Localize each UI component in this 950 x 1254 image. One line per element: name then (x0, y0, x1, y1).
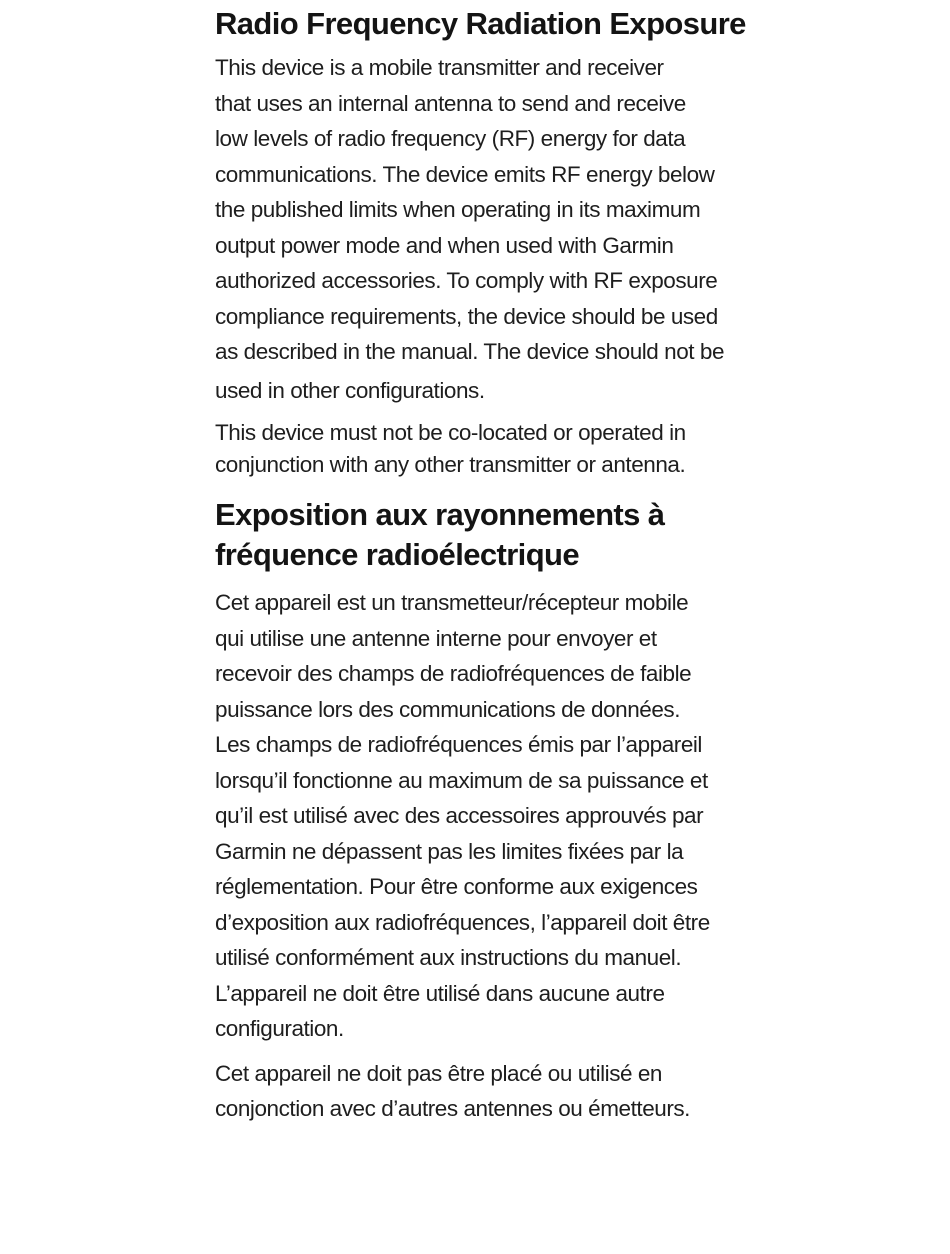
text-line: authorized accessories. To comply with RF exposure (215, 268, 718, 293)
paragraph-colocation-french (215, 1056, 795, 1127)
text-line: communications. The device emits RF energy below (215, 161, 715, 187)
text-line: This device is a mobile transmitter and receiver (215, 55, 664, 80)
paragraph-rf-exposure-french (215, 585, 795, 1047)
text-line: puissance lors des communications de données. (215, 696, 681, 722)
section-heading-english: Radio Frequency Radiation Exposure (215, 6, 746, 41)
text-line: This device must not be co-located or operated in (215, 420, 686, 445)
document-page (215, 0, 795, 1127)
text-line: the published limits when operating in its maximum (215, 197, 701, 222)
text-line: Cet appareil est un transmetteur/récepteur mobile (215, 590, 689, 615)
paragraph-rf-exposure-english (215, 50, 795, 408)
text-line: low levels of radio frequency (RF) energy for data (215, 126, 686, 151)
text-line: qu’il est utilisé avec des accessoires approuvés par (215, 803, 704, 828)
text-line: conjunction with any other transmitter or antenna. (215, 452, 686, 477)
text-line: as described in the manual. The device should not be (215, 339, 725, 364)
section-heading-french (215, 495, 795, 575)
text-line: configuration. (215, 1016, 344, 1041)
paragraph-colocation-english (215, 417, 795, 481)
heading-line: fréquence radioélectrique (215, 537, 580, 572)
text-line: conjonction avec d’autres antennes ou émetteurs. (215, 1096, 690, 1121)
text-line: utilisé conformément aux instructions du manuel. (215, 945, 682, 970)
text-line: Cet appareil ne doit pas être placé ou utilisé en (215, 1060, 663, 1086)
text-line: that uses an internal antenna to send and receive (215, 90, 686, 116)
text-line: d’exposition aux radiofréquences, l’appareil doit être (215, 909, 710, 935)
text-line: lorsqu’il fonctionne au maximum de sa puissance et (215, 767, 708, 793)
heading-line: Exposition aux rayonnements à (215, 497, 665, 532)
text-line: L’appareil ne doit être utilisé dans aucune autre (215, 980, 665, 1006)
text-line: used in other configurations. (215, 377, 485, 403)
text-line: output power mode and when used with Garmin (215, 232, 674, 258)
text-line: Garmin ne dépassent pas les limites fixées par la (215, 838, 684, 864)
text-line: réglementation. Pour être conforme aux exigences (215, 874, 698, 899)
text-line: compliance requirements, the device should be used (215, 303, 718, 329)
text-line: Les champs de radiofréquences émis par l’appareil (215, 732, 702, 757)
text-line: recevoir des champs de radiofréquences de faible (215, 661, 692, 686)
text-line: qui utilise une antenne interne pour envoyer et (215, 625, 657, 651)
